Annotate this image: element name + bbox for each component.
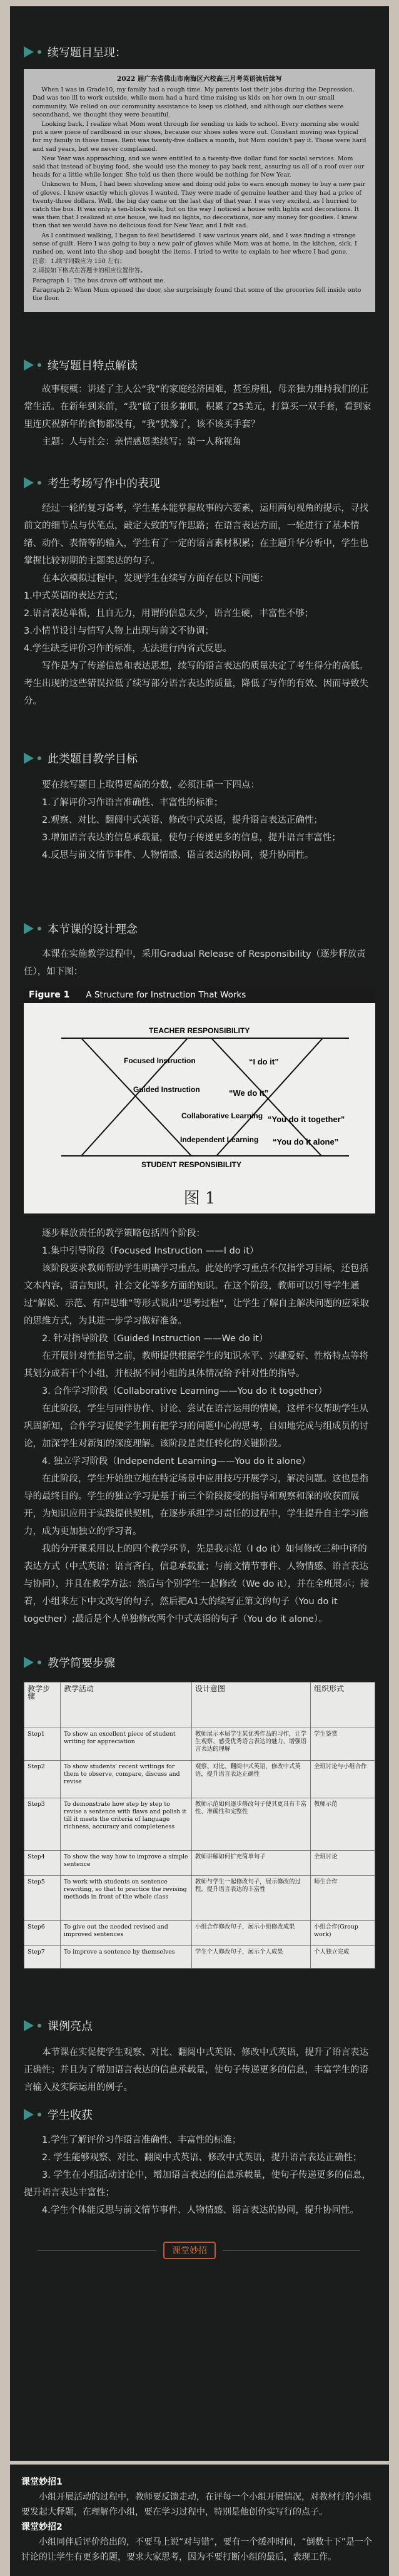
paragraph: 逐步释放责任的教学策略包括四个阶段： [42, 1229, 205, 1239]
step-cell: Step4 [24, 1851, 61, 1876]
intent-cell: 小组合作修改句子，展示小组修改成果 [192, 1921, 311, 1946]
list-item: 1.中式英语的表达方式； [24, 591, 123, 601]
column-header: 教学步骤 [24, 1682, 61, 1728]
organization-cell: 学生鉴赏 [311, 1728, 375, 1761]
passage-paragraph: As I continued walking, I began to feel bewildered. I saw various years old, and I was finding a strange sense of guilt. Here I was going to buy a new pair of gloves while Mom was at home, in the kitchen, sick. I rushed on, went into the shop and bought the items. I tried to write to explain to her where I had gone. [33, 232, 357, 256]
dot-icon [38, 363, 41, 367]
paragraph: 本课在实施教学过程中，采用Gradual Release of Responsibility（逐步释放责任），如下图： [24, 949, 366, 977]
tip-text: 小组同伴后评价给出的，不要马上说“对与错”，要有一个缓冲时间，“倒数十下”是一个讨论的让学生有更多的题，要求大家思考，因为不要打断小组的最后，表现工作。 [21, 2537, 373, 2562]
organization-cell: 教师示范 [311, 1798, 375, 1851]
activity-cell: To show the way how to improve a simple sentence [61, 1851, 192, 1876]
table-row [24, 1851, 375, 1876]
section-heading-performance [24, 472, 160, 493]
features-text [24, 381, 375, 451]
organization-cell: 小组合作(Group work) [311, 1921, 375, 1946]
table-row [24, 1876, 375, 1921]
table-row [24, 1728, 375, 1761]
passage-paragraph: When I was in Grade10, my family had a rough time. My parents lost their jobs during the Depression. Dad was too ill to work outside, while mom had a hard time raising us kids on her own in our small community. We relied on our community assistance to keep us clothed, and although our clothes were secondhand, we thought they were beautiful. [33, 86, 355, 118]
section-heading-features [24, 354, 138, 376]
table-header-row [24, 1682, 375, 1728]
tips-card [10, 2465, 389, 2576]
paragraph: 3. 合作学习阶段（Collaborative Learning——You do it together） [42, 1386, 328, 1396]
list-item: 1.了解评价习作语言准确性、丰富性的标准； [42, 798, 223, 808]
paragraph: 我的分开课采用以上的四个教学环节，先是我示范（I do it）如何修改三种中译的表达方式（中式英语；语言吝白，信息承载量；与前文情节事件、人物情感、语言表达与协同），并且在教学方法：然后与个别学生一起修改（We do it），并在全班展示；接着，小组来左下中文改写的句子，然后把A1大的续写正第文的句子（You do it together）;最后是个人单独修改两个中式英语的句子（You do it alone）。 [24, 1544, 370, 1624]
step-cell: Step6 [24, 1921, 61, 1946]
organization-cell: 师生合作 [311, 1876, 375, 1921]
section-heading-highlights [24, 2015, 93, 2036]
dot-icon [38, 2024, 41, 2027]
activity-cell: To work with students on sentence rewriting, so that to practice the revising methods in front of the whole class [61, 1876, 192, 1921]
intent-cell: 教师示范如何逐步修改句子使其更具有丰富性、准确性和完整性 [192, 1798, 311, 1851]
organization-cell: 全班讨论与小组合作 [311, 1761, 375, 1798]
table-row [24, 1798, 375, 1851]
paragraph: 该阶段要求教师帮助学生明确学习重点。此处的学习重点不仅指学习目标，还包括文本内容，语言知识，社会文化等多方面的知识。在这个阶段，教师可以引导学生通过“解说、示范、有声思维”等形式说出“思考过程”，让学生了解自主解决问题的应采取的思维方式，为其进一步学习做好准备。 [24, 1264, 370, 1326]
passage-note: Paragraph 2: When Mum opened the door, she surprisingly found that some of the groceries fell inside onto the floor. [33, 286, 361, 302]
activity-cell: To improve a sentence by themselves [61, 1946, 192, 1969]
triangle-icon [24, 923, 34, 934]
organization-cell: 全班讨论 [311, 1851, 375, 1876]
dot-icon [38, 50, 41, 54]
release-diagram [24, 1003, 375, 1185]
quote-you-do-it-together: “You do it together” [268, 1115, 345, 1124]
performance-text [24, 500, 375, 710]
student-responsibility-label: STUDENT RESPONSIBILITY [141, 1160, 242, 1169]
triangle-icon [24, 1657, 34, 1668]
dot-icon [38, 927, 41, 930]
section-title: 续写题目呈现： [48, 46, 126, 59]
section-title: 续写题目特点解读 [48, 359, 138, 373]
list-item: 3.增加语言表达的信息承载量，使句子传递更多的信息，提升语言丰富性； [42, 833, 341, 843]
step-cell: Step2 [24, 1761, 61, 1798]
tip-title: 课堂妙招1 [21, 2477, 63, 2487]
article-card [10, 6, 389, 2461]
gains-text [24, 2131, 375, 2219]
section-heading-design [24, 918, 138, 939]
list-item: 3. 学生在小组活动讨论中，增加语言表达的信息承载量，使句子传递更多的信息，提升语言表达丰富性； [24, 2170, 371, 2198]
tip-text: 小组开展活动的过程中，教师要反馈走动，在评每一个小组开展情况，对教材行的小组要发起大释题，在理解作小组，要在学习过程中，特别是他创价实写行的点子。 [21, 2492, 371, 2517]
guided-instruction-label: Guided Instruction [133, 1085, 200, 1094]
section-title: 考生考场写作中的表现 [48, 477, 160, 490]
paragraph: 在此阶段，学生开始独立地在特定场景中应用技巧开展学习，解决问题。这也是指导的最终目的。学生的独立学习是基于前三个阶段接受的指导和观察和深的收获而展开，为知识应用于实践提供契机，在逐步承担学习责任的过程中，学生提升自主学习能力，成为更加独立的学习者。 [24, 1474, 368, 1537]
passage-note: 注意：1.续写词数应为 150 左右； [33, 258, 126, 265]
collaborative-learning-label: Collaborative Learning [181, 1111, 263, 1120]
passage-note: Paragraph 1: The bus drove off without me. [33, 277, 166, 284]
paragraph: 4. 独立学习阶段（Independent Learning——You do it alone） [42, 1456, 311, 1466]
dot-icon [38, 756, 41, 760]
paragraph: 主题：人与社会：亲情感恩类续写；第一人称视角 [42, 437, 241, 447]
intent-cell: 观察、对比、翻阅中式英语，修改中式英语，提升语言表达正确性 [192, 1761, 311, 1798]
section-heading-prompt [24, 41, 126, 63]
list-item: 3.小情节设计与情写人物上出现与前文不协调； [24, 626, 214, 636]
paragraph: 1.集中引导阶段（Focused Instruction ——I do it） [42, 1246, 259, 1256]
table-row [24, 1921, 375, 1946]
lesson-plan [24, 1682, 375, 1969]
paragraph: 在本次模拟过程中，发现学生在续写方面存在以下问题： [42, 574, 269, 584]
passage-title: 2022 届广东省佛山市南海区六校高三月考英语读后续写 [117, 75, 282, 83]
section-heading-steps [24, 1652, 115, 1673]
list-item: 4.反思与前文情节事件、人物情感、语言表达的协同，提升协同性。 [42, 850, 314, 860]
paragraph: 经过一轮的复习备考，学生基本能掌握故事的六要素，运用两句视角的提示，寻找前文的细节点与伏笔点，敲定大致的写作思路；在语言表达方面，一轮进行了基本情绪、动作、表情等的输入，学生有了一定的语言素材积累；在主题升华分析中，学生也掌握比较初期的主题类达的句子。 [24, 503, 368, 566]
figure-number: Figure 1 [29, 990, 70, 1000]
paragraph: 故事梗概：讲述了主人公“我”的家庭经济困难，甚至房租，母亲独力维持我们的正常生活。在新年到来前，“我”做了很多兼职，积累了25美元，打算买一双手套，看到家里连庆祝新年的食物都没有，“我”犹豫了，该不该买手套？ [24, 384, 371, 430]
intent-cell: 教师展示本届学生某优秀作品的习作，让学生观察、感受优秀语言表达的魅力、增强语言表达的理解 [192, 1728, 311, 1761]
passage-paragraph: Looking back, I realize what Mom went through for sending us kids to school. Every morning she would put a new piece of cardboard in our shoes, because our shoes soles wore out. Constant moving was typical for my family in those times. Rent was twenty-five dollars a month, but Mom couldn't pay it. Those were hard and sad years, but we never complained. [33, 121, 366, 153]
step-cell: Step7 [24, 1946, 61, 1969]
design-intro [24, 945, 375, 981]
figure-header [24, 987, 375, 1003]
activity-cell: To give out the needed revised and improved sentences [61, 1921, 192, 1946]
section-title: 课例亮点 [48, 2020, 93, 2033]
dot-icon [38, 1661, 41, 1664]
column-header: 教学活动 [61, 1682, 192, 1728]
exam-passage [24, 69, 375, 312]
lesson-plan-table [24, 1682, 375, 1969]
focused-instruction-label: Focused Instruction [124, 1056, 196, 1065]
section-title: 教学简要步骤 [48, 1657, 115, 1670]
intent-cell: 教师讲解如何扩充简单句子 [192, 1851, 311, 1876]
section-title: 学生收获 [48, 2109, 93, 2122]
triangle-icon [24, 477, 34, 488]
section-heading-gains [24, 2104, 93, 2125]
intent-cell: 教师与学生一起修改句子，展示修改的过程，提升语言表达的丰富性 [192, 1876, 311, 1921]
section-title: 此类题目教学目标 [48, 753, 138, 766]
table-row [24, 1946, 375, 1969]
passage-note: 2.请按如下格式在答题卡的相应位置作答。 [33, 267, 146, 275]
step-cell: Step1 [24, 1728, 61, 1761]
list-item: 2.语言表达单循，且自无力，用谓的信息太少，语言生硬，丰富性不够； [24, 609, 314, 619]
paragraph: 写作是为了传递信息和表达思想，续写的语言表达的质量决定了考生得分的高低。考生出现的这些错误拉低了续写部分语言表达的质量，降低了写作的有效、因而导致失分。 [24, 661, 368, 706]
activity-cell: To show students' recent writings for them to observe, compare, discuss and revise [61, 1761, 192, 1798]
section-title: 本节课的设计理念 [48, 923, 138, 936]
triangle-icon [24, 2109, 34, 2120]
design-text [24, 1225, 375, 1628]
table-row [24, 1761, 375, 1798]
triangle-icon [24, 46, 34, 58]
triangle-icon [24, 753, 34, 764]
gradual-release-figure [24, 987, 375, 1213]
column-header: 设计意图 [192, 1682, 311, 1728]
quote-you-do-it-alone: “You do it alone” [273, 1137, 339, 1146]
list-item: 4.学生缺乏评价习作的标准，无法进行内省式反思。 [24, 644, 232, 654]
passage-paragraph: Unknown to Mom, I had been shoveling snow and doing odd jobs to earn enough money to buy a new pair of gloves. I knew exactly which gloves I wanted. They were made of genuine leather and they had a price of twenty-three dollars. Well, the big day came on the last day of that year. I was very excited, as I hurried to catch the bus. It was only a ten-block walk, but on the way I noticed a house with lights and decorations. It was then that I realized at one house, we had no lights, no decorations, nor any money for goodies. I knew then that we would have no delicious food for New Year, and I felt sad. [33, 181, 366, 230]
organization-cell: 个人独立完成 [311, 1946, 375, 1969]
activity-cell: To demonstrate how step by step to revise a sentence with flaws and polish it till it meets the criteria of language richness, accuracy and completeness [61, 1798, 192, 1851]
divider-left [38, 2250, 156, 2251]
triangle-icon [24, 2020, 34, 2031]
intent-cell: 学生个人修改句子，展示个人成果 [192, 1946, 311, 1969]
column-header: 组织形式 [311, 1682, 375, 1728]
list-item: 2.观察、对比、翻阅中式英语、修改中式英语，提升语言表达正确性； [42, 815, 323, 825]
passage-paragraph: New Year was approaching, and we were entitled to a twenty-five dollar fund for social services. Mom said that instead of buying food, she would use the money to pay back rent, assuring us all of a roof over our heads for a little while longer. She told us then there would be nothing for New Year. [33, 155, 365, 179]
triangle-icon [24, 359, 34, 371]
dot-icon [38, 2113, 41, 2116]
figure-caption: 图 1 [183, 1189, 216, 1208]
classroom-tips-button[interactable]: 课堂妙招 [163, 2242, 216, 2259]
goals-text [24, 776, 375, 864]
paragraph: 在此阶段，学生与同伴协作、讨论、尝试在语言运用的情境，这样不仅帮助学生从巩固新知，合作学习促使学生拥有把学习的问题中心的思考，自如地完成与组成员的讨论，加深学生对新知的深度理解。该阶段是责任转化的关键阶段。 [24, 1404, 368, 1449]
figure-title: A Structure for Instruction That Works [86, 990, 246, 1000]
divider-right [223, 2250, 360, 2251]
paragraph: 本节课在实促使学生观察、对比、翻阅中式英语、修改中式英语，提升了语言表达正确性；并且为了增加语言表达的信息承载量，使句子传递更多的信息，丰富学生的语言输入及实际运用的例子。 [24, 2048, 368, 2093]
highlights-text [24, 2044, 375, 2096]
list-item: 1.学生了解评价习作语言准确性、丰富性的标准； [42, 2135, 241, 2145]
list-item: 2. 学生能够观察、对比、翻阅中式英语、修改中式英语，提升语言表达正确性； [42, 2153, 362, 2163]
teacher-responsibility-label: TEACHER RESPONSIBILITY [149, 1026, 250, 1035]
step-cell: Step3 [24, 1798, 61, 1851]
quote-i-do-it: “I do it” [249, 1057, 279, 1066]
paragraph: 要在续写题目上取得更高的分数，必须注重一下四点： [42, 780, 260, 790]
section-heading-goals [24, 748, 138, 769]
list-item: 4.学生个体能反思与前文情节事件、人物情感、语言表达的协同，提升协同性。 [42, 2205, 359, 2215]
paragraph: 在开展针对性指导之前，教师提供根据学生的知识水平、兴趣爱好、性格特点等将其划分成若干个小组，并根据不同小组的具体情况给予针对性的指导。 [24, 1351, 368, 1379]
paragraph: 2. 针对指导阶段（Guided Instruction ——We do it） [42, 1334, 268, 1344]
step-cell: Step5 [24, 1876, 61, 1921]
quote-we-do-it: “We do it” [229, 1088, 269, 1098]
dot-icon [38, 481, 41, 485]
tip-title: 课堂妙招2 [21, 2522, 63, 2532]
activity-cell: To show an excellent piece of student writing for appreciation [61, 1728, 192, 1761]
independent-learning-label: Independent Learning [180, 1135, 259, 1144]
